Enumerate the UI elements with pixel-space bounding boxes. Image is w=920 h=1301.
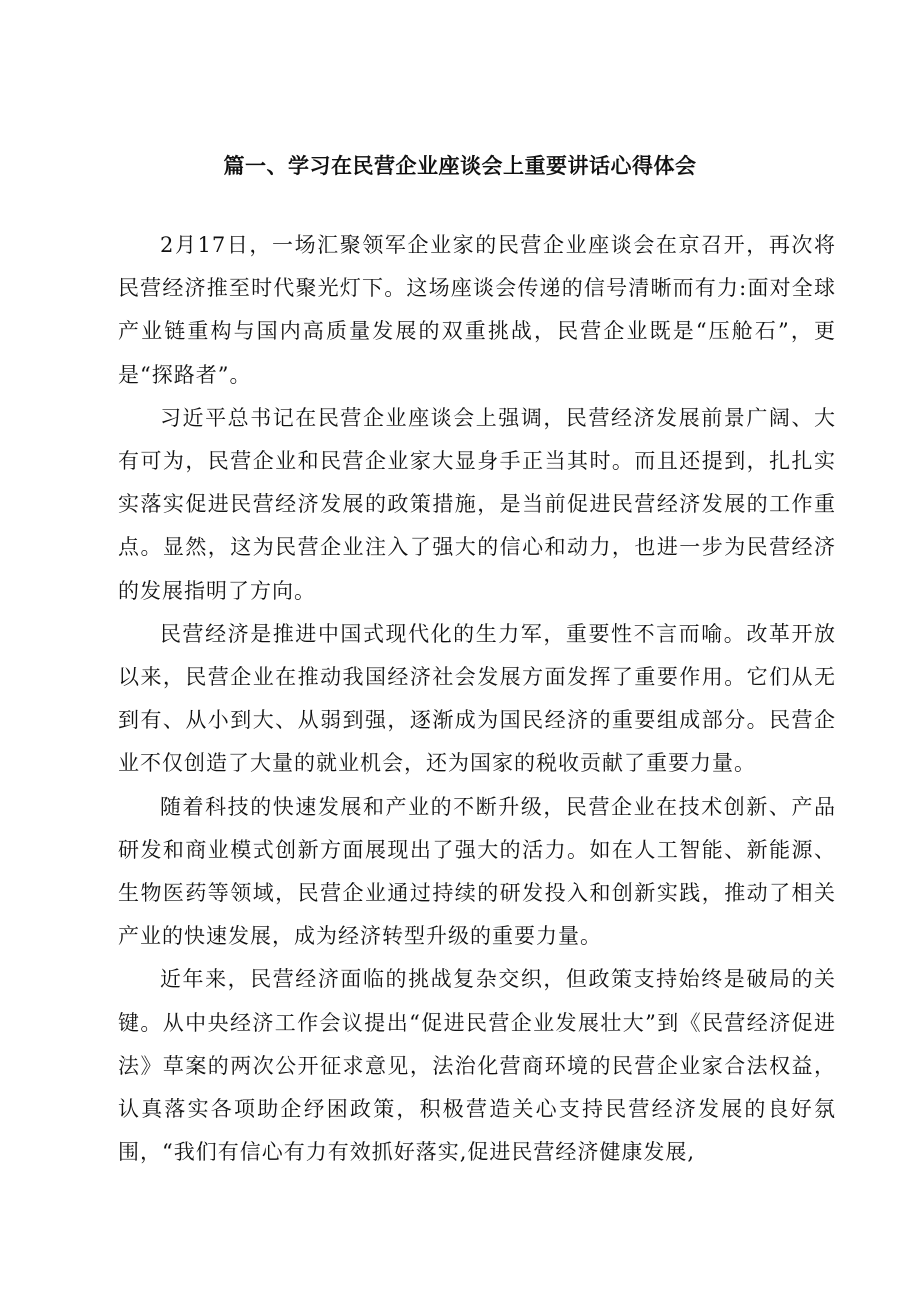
- document-body: [118, 224, 836, 1174]
- paragraph: 近年来，民营经济面临的挑战复杂交织，但政策支持始终是破局的关键。从中央经济工作会议提出“促进民营企业发展壮大”到《民营经济促进法》草案的两次公开征求意见，法治化营商环境的民营企业家合法权益，认真落实各项助企纾困政策，积极营造关心支持民营经济发展的良好氛围，“我们有信心有力有效抓好落实,促进民营经济健康发展,: [118, 967, 836, 1165]
- document-title: 篇一、学习在民营企业座谈会上重要讲话心得体会: [223, 154, 697, 178]
- paragraph: 习近平总书记在民营企业座谈会上强调，民营经济发展前景广阔、大有可为，民营企业和民营企业家大显身手正当其时。而且还提到，扎扎实实落实促进民营经济发展的政策措施，是当前促进民营经济发展的工作重点。显然，这为民营企业注入了强大的信心和动力，也进一步为民营经济的发展指明了方向。: [118, 405, 836, 603]
- paragraph: 随着科技的快速发展和产业的不断升级，民营企业在技术创新、产品研发和商业模式创新方面展现出了强大的活力。如在人工智能、新能源、生物医药等领域，民营企业通过持续的研发投入和创新实践，推动了相关产业的快速发展，成为经济转型升级的重要力量。: [118, 794, 836, 949]
- paragraph: 民营经济是推进中国式现代化的生力军，重要性不言而喻。改革开放以来，民营企业在推动我国经济社会发展方面发挥了重要作用。它们从无到有、从小到大、从弱到强，逐渐成为国民经济的重要组成部分。民营企业不仅创造了大量的就业机会，还为国家的税收贡献了重要力量。: [118, 621, 836, 776]
- paragraph: 2月17日，一场汇聚领军企业家的民营企业座谈会在京召开，再次将民营经济推至时代聚光灯下。这场座谈会传递的信号清晰而有力:面对全球产业链重构与国内高质量发展的双重挑战，民营企业既是“压舱石”，更是“探路者”。: [118, 233, 836, 387]
